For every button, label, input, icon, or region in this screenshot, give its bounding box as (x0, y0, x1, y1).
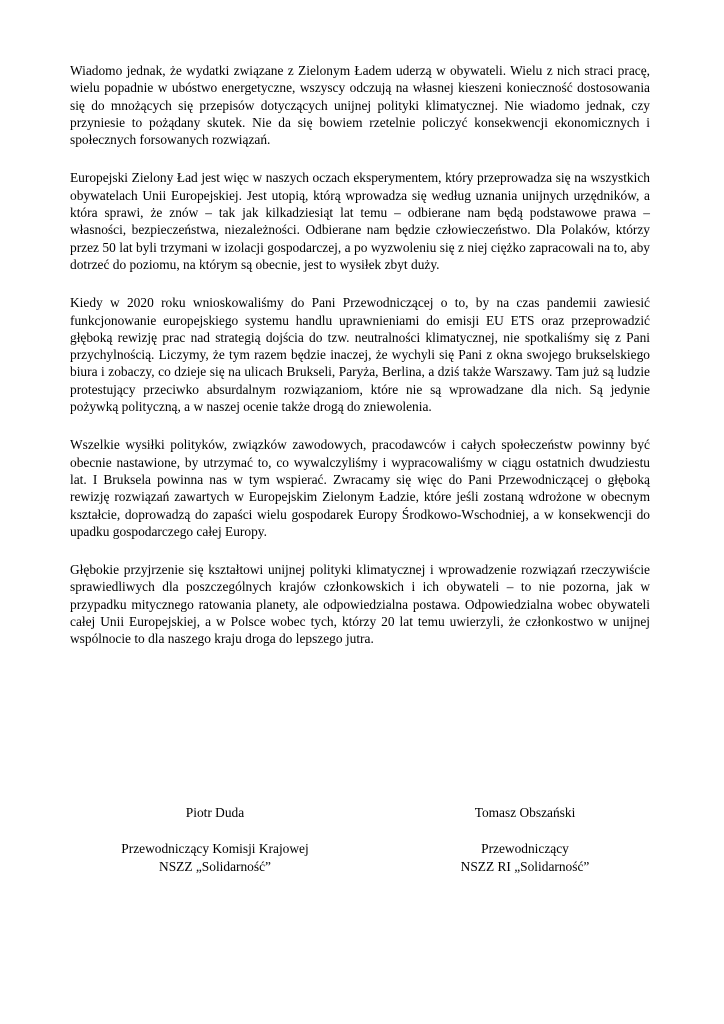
signatory-title-left: Przewodniczący Komisji Krajowej (121, 841, 309, 857)
signatory-org-left: NSZZ „Solidarność” (159, 858, 271, 874)
signatory-title-right: Przewodniczący (481, 841, 569, 857)
paragraph-3: Kiedy w 2020 roku wnioskowaliśmy do Pani Przewodniczącej o to, by na czas pandemii zawiesić funkcjonowanie europejskiego systemu handlu uprawnieniami do emisji EU ETS oraz przeprowadzić głęboką rewizję prac nad strategią dojścia do tzw. neutralności klimatycznej, nie spotkaliśmy się z Pani przychylnością. Liczymy, że tym razem będzie inaczej, że wychyli się Pani z okna swojego brukselskiego biura i zobaczy, co dzieje się na ulicach Brukseli, Paryża, Berlina, a dziś także Warszawy. Tam już są ludzie protestujący przeciwko absurdalnym rozwiązaniom, które nie są wprowadzane dla nich. Są jedynie pożywką polityczną, a w naszej ocenie także drogą do zniewolenia. (70, 295, 650, 415)
paragraph-4: Wszelkie wysiłki polityków, związków zawodowych, pracodawców i całych społeczeństw powinny być obecnie nastawione, by utrzymać to, co wywalczyliśmy i wypracowaliśmy w ciągu ostatnich dwudziestu lat. I Bruksela powinna nas w tym wspierać. Zwracamy się więc do Pani Przewodniczącej o głęboką rewizję rozwiązań zawartych w Europejskim Zielonym Ładzie, które jeśli zostaną wdrożone w obecnym kształcie, doprowadzą do zapaści wielu gospodarek Europy Środkowo-Wschodniej, a w konsekwencji do upadku gospodarczego całej Europy. (70, 437, 650, 539)
signatory-name-right: Tomasz Obszański (474, 805, 576, 820)
signatory-name-left: Piotr Duda (185, 805, 245, 820)
paragraph-2: Europejski Zielony Ład jest więc w naszych oczach eksperymentem, który przeprowadza się na wszystkich obywatelach Unii Europejskiej. Jest utopią, którą wprowadza się według uznania unijnych urzędników, a która sprawi, że znów – tak jak kilkadziesiąt lat temu – odbierane nam będą podstawowe prawa – własności, bezpieczeństwa, niezależności. Odbierane nam będzie człowieczeństwo. Dla Polaków, którzy przez 50 lat byli trzymani w izolacji gospodarczej, a po wyzwoleniu się z niej ciężko zapracowali na to, aby dotrzeć do poziomu, na którym są obecnie, jest to wysiłek zbyt duży. (70, 170, 650, 272)
signatory-org-right: NSZZ RI „Solidarność” (460, 858, 590, 874)
signature-right (400, 804, 650, 875)
paragraph-5: Głębokie przyjrzenie się kształtowi unijnej polityki klimatycznej i wprowadzenie rozwiązań rzeczywiście sprawiedliwych dla poszczególnych krajów członkowskich i ich obywateli – to nie pozorna, jak w przypadku mitycznego ratowania planety, ale odpowiedzialna postawa. Odpowiedzialna wobec obywateli całej Unii Europejskiej, a w Polsce wobec tych, którzy 20 lat temu uwierzyli, że członkostwo w unijnej wspólnocie to dla naszego kraju droga do lepszego jutra. (70, 562, 650, 647)
letter-body (70, 62, 650, 648)
signature-block (70, 804, 650, 875)
signature-left (70, 804, 360, 875)
paragraph-1: Wiadomo jednak, że wydatki związane z Zielonym Ładem uderzą w obywateli. Wielu z nich straci pracę, wielu popadnie w ubóstwo energetyczne, wszyscy odczują na własnej kieszeni konieczność dostosowania się do mnożących się przepisów dotyczących unijnej polityki klimatycznej. Nie wiadomo jednak, czy przyniesie to pożądany skutek. Nie da się bowiem rzetelnie policzyć konsekwencji ekonomicznych i społecznych forsowanych rozwiązań. (70, 63, 650, 148)
